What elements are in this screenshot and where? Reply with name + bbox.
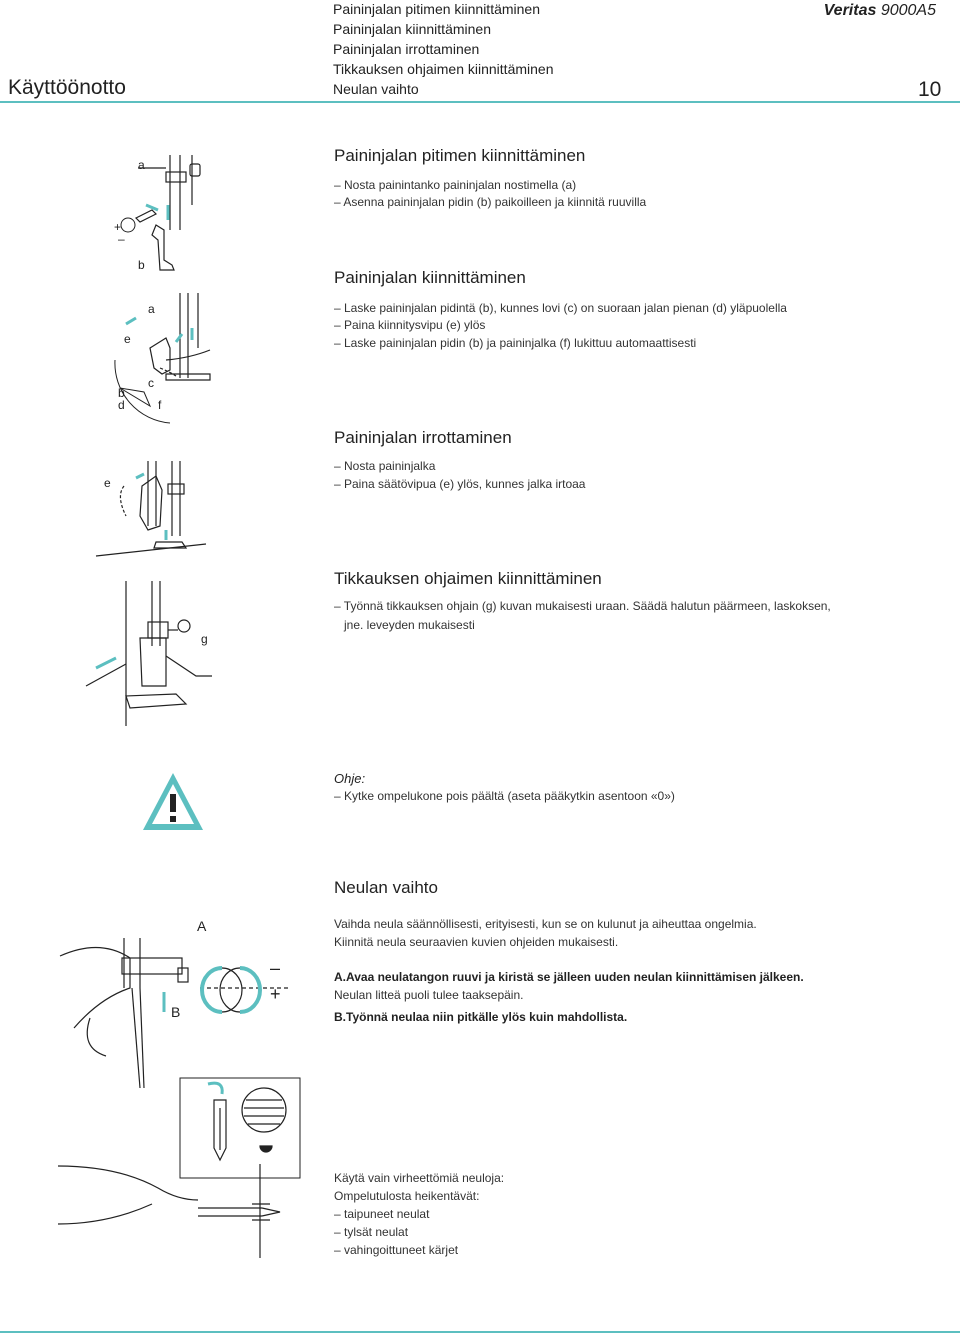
callout-d: d: [118, 398, 125, 412]
section-title: Neulan vaihto: [334, 878, 438, 897]
presser-foot-remove-illustration: [96, 456, 216, 566]
header-topic: Paininjalan irrottaminen: [333, 41, 480, 57]
callout-a: a: [148, 302, 155, 316]
callout-e: e: [104, 476, 111, 490]
faulty-needle-line: – vahingoittuneet kärjet: [334, 1243, 459, 1257]
faulty-needle-line: – taipuneet neulat: [334, 1207, 430, 1221]
callout-A: A: [197, 918, 207, 934]
instruction-line: – Paina kiinnitysvipu (e) ylös: [334, 318, 486, 332]
callout-c: c: [148, 376, 154, 390]
faulty-needle-line: – tylsät neulat: [334, 1225, 409, 1239]
page-number: 10: [918, 78, 942, 101]
callout-B: B: [171, 1004, 181, 1020]
warning-title: Ohje:: [334, 771, 366, 786]
presser-foot-attach-illustration: [110, 288, 220, 428]
needle-intro-line: Vaihda neula säännöllisesti, erityisesti, kun se on kulunut ja aiheuttaa ongelmia.: [334, 917, 757, 931]
instruction-line: – Nosta painintanko paininjalan nostimella (a): [334, 178, 577, 192]
quilting-guide-illustration: [86, 576, 226, 736]
callout-b: b: [138, 258, 145, 272]
instruction-line: – Nosta paininjalka: [334, 459, 436, 473]
step-a: A.Avaa neulatangon ruuvi ja kiristä se jälleen uuden neulan kiinnittämisen jälkeen.: [334, 970, 804, 984]
callout-g: g: [201, 632, 208, 646]
section-name: Käyttöönotto: [8, 76, 126, 99]
warning-icon: [140, 770, 206, 834]
step-a-note: Neulan litteä puoli tulee taaksepäin.: [334, 988, 524, 1002]
tighten-plus: +: [270, 984, 281, 1004]
header-topic: Paininjalan pitimen kiinnittäminen: [333, 1, 541, 17]
minus-sign: –: [118, 232, 125, 246]
needle-orientation-illustration: [180, 1078, 300, 1178]
needle-straightness-illustration: [58, 1164, 288, 1264]
section-title: Paininjalan pitimen kiinnittäminen: [334, 146, 586, 165]
presser-foot-holder-illustration: [108, 150, 218, 280]
loosen-minus: –: [270, 958, 281, 978]
header-topic: Neulan vaihto: [333, 81, 419, 97]
footer-rule: [0, 1331, 960, 1333]
section-title: Paininjalan irrottaminen: [334, 428, 512, 447]
callout-a: a: [138, 158, 145, 172]
callout-b: b: [118, 386, 125, 400]
instruction-line: – Laske paininjalan pidin (b) ja paininjalka (f) lukittuu automaattisesti: [334, 336, 697, 350]
instruction-line: – Laske paininjalan pidintä (b), kunnes lovi (c) on suoraan jalan pienan (d) yläpuolella: [334, 301, 787, 315]
header-rule: [0, 101, 960, 103]
header-topic: Paininjalan kiinnittäminen: [333, 21, 491, 37]
warning-line: – Kytke ompelukone pois päältä (aseta pääkytkin asentoon «0»): [334, 789, 675, 803]
instruction-line: – Paina säätövipua (e) ylös, kunnes jalka irtoaa: [334, 477, 586, 491]
section-title: Paininjalan kiinnittäminen: [334, 268, 526, 287]
faulty-needle-line: Käytä vain virheettömiä neuloja:: [334, 1171, 505, 1185]
header-topic: Tikkauksen ohjaimen kiinnittäminen: [333, 61, 554, 77]
needle-intro-line: Kiinnitä neula seuraavien kuvien ohjeiden mukaisesti.: [334, 935, 619, 949]
step-b: B.Työnnä neulaa niin pitkälle ylös kuin mahdollista.: [334, 1010, 628, 1024]
plus-sign: +: [114, 220, 122, 234]
instruction-line: – Työnnä tikkauksen ohjain (g) kuvan mukaisesti uraan. Säädä halutun päärmeen, laskoksen,: [334, 599, 831, 613]
brand-model: [824, 2, 936, 20]
faulty-needle-line: Ompelutulosta heikentävät:: [334, 1189, 480, 1203]
callout-e: e: [124, 332, 131, 346]
section-title: Tikkauksen ohjaimen kiinnittäminen: [334, 569, 602, 588]
brand: Veritas: [823, 2, 877, 19]
model: 9000A5: [880, 2, 936, 19]
instruction-line: – Asenna paininjalan pidin (b) paikoilleen ja kiinnitä ruuvilla: [334, 195, 647, 209]
instruction-line: jne. leveyden mukaisesti: [344, 618, 475, 632]
callout-f: f: [158, 398, 162, 412]
